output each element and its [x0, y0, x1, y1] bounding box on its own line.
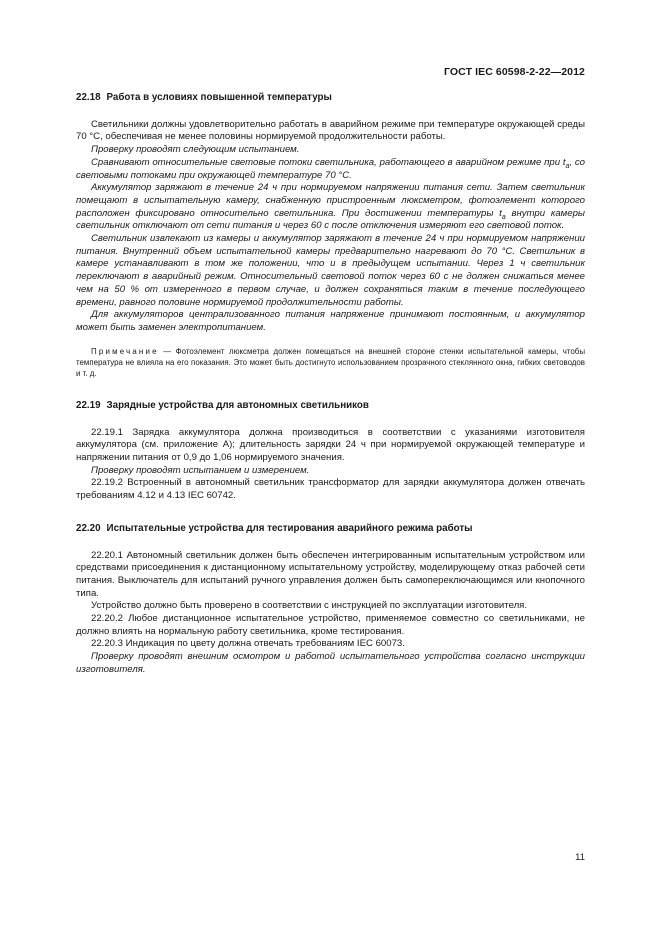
paragraph: Устройство должно быть проверено в соответствии с инструкцией по эксплуатации изготовителя.	[91, 600, 528, 612]
paragraph-italic: Сравнивают относительные световые потоки светильника, работающего в аварийном режиме при $t_a$, со световыми потоками при окружающей температуре 70 °С.	[76, 156, 585, 181]
document-code-header: ГОСТ IEC 60598-2-22—2012	[443, 66, 585, 78]
page-number: 11	[575, 852, 585, 863]
section-title: Зарядные устройства для автономных светильников	[106, 399, 369, 411]
paragraph: 22.20.3 Индикация по цвету должна отвечать требованиям IEC 60073.	[91, 638, 405, 650]
section-heading-22-19	[76, 400, 585, 413]
section-title: Испытательные устройства для тестирования аварийного режима работы	[106, 522, 473, 534]
section-heading-22-18	[76, 92, 585, 105]
paragraph-italic: Для аккумуляторов централизованного питания напряжение принимают постоянным, и аккумулятор может быть заменен электропитанием.	[76, 309, 585, 333]
paragraph: Светильники должны удовлетворительно работать в аварийном режиме при температуре окружающей среды 70 °С, обеспечивая не менее половины нормируемой продолжительности работы.	[76, 118, 585, 143]
paragraph: 22.20.1 Автономный светильник должен быть обеспечен интегрированным испытательным устройством или средствами присоединения к дистанционному испытательному устройству, моделирующему отказ рабочей сети питания. Выключатель для испытаний ручного управления должен быть самопереключающимся или кнопочного типа.	[76, 549, 585, 599]
paragraph: 22.19.1 Зарядка аккумулятора должна производиться в соответствии с указаниями изготовителя аккумулятора (см. приложение А); длительность зарядки 24 ч при нормируемой окружающей температуре и напряжении питания от 0,9 до 1,06 нормируемого значения.	[76, 426, 585, 463]
paragraph-italic: Проверку проводят следующим испытанием.	[91, 144, 300, 156]
paragraph: 22.20.2 Любое дистанционное испытательное устройство, применяемое совместно со светильниками, не должно влиять на нормальную работу светильника, кроме тестирования.	[76, 613, 585, 637]
paragraph: 22.19.2 Встроенный в автономный светильник трансформатор для зарядки аккумулятора должен отвечать требованиям 4.12 и 4.13 IEC 60742.	[76, 477, 585, 502]
page-content	[76, 92, 585, 677]
note-label: Примечание	[91, 346, 159, 356]
paragraph-italic: Проверку проводят испытанием и измерением.	[91, 464, 310, 476]
paragraph-italic: Аккумулятор заряжают в течение 24 ч при нормируемом напряжении питания сети. Затем светильник помещают в испытательную камеру, снабженную пристроенным люксметром, фотоэлемент которого расположен фиксировано относительно светильника. При достижении температуры $t_a$ внутри камеры светильник отключают от сети питания и через 60 с после отключения измеряют его световой поток.	[76, 182, 585, 232]
section-heading-22-20	[76, 523, 585, 536]
note	[76, 346, 585, 380]
section-number: 22.18	[76, 92, 101, 103]
paragraph-italic: Светильник извлекают из камеры и аккумулятор заряжают в течение 24 ч при нормируемом напряжении питания. Внутренний объем испытательной камеры предварительно нагревают до 70 °С. Светильник в камере устанавливают в том же положении, что и в предыдущем испытании. Через 1 ч светильник переключают в аварийный режим. Относительный световой поток через 60 с не должен снижаться менее чем на 50 % от измеренного в первом случае, и должен сохраняться таким в течение последующего времени, равного половине нормируемой продолжительности работы.	[76, 233, 585, 308]
section-number: 22.19	[76, 399, 101, 411]
paragraph-italic: Проверку проводят внешним осмотром и работой испытательного устройства согласно инструкции изготовителя.	[76, 651, 585, 675]
section-title: Работа в условиях повышенной температуры	[106, 92, 332, 103]
note-text: — Фотоэлемент люксметра должен помещаться на внешней стороне стенки испытательной камеры, чтобы температура не влияла на его показания. Это может быть достигнуто использованием прозрачного стеклянного окна, гибких световодов и т. д.	[76, 346, 585, 379]
section-number: 22.20	[76, 522, 101, 534]
